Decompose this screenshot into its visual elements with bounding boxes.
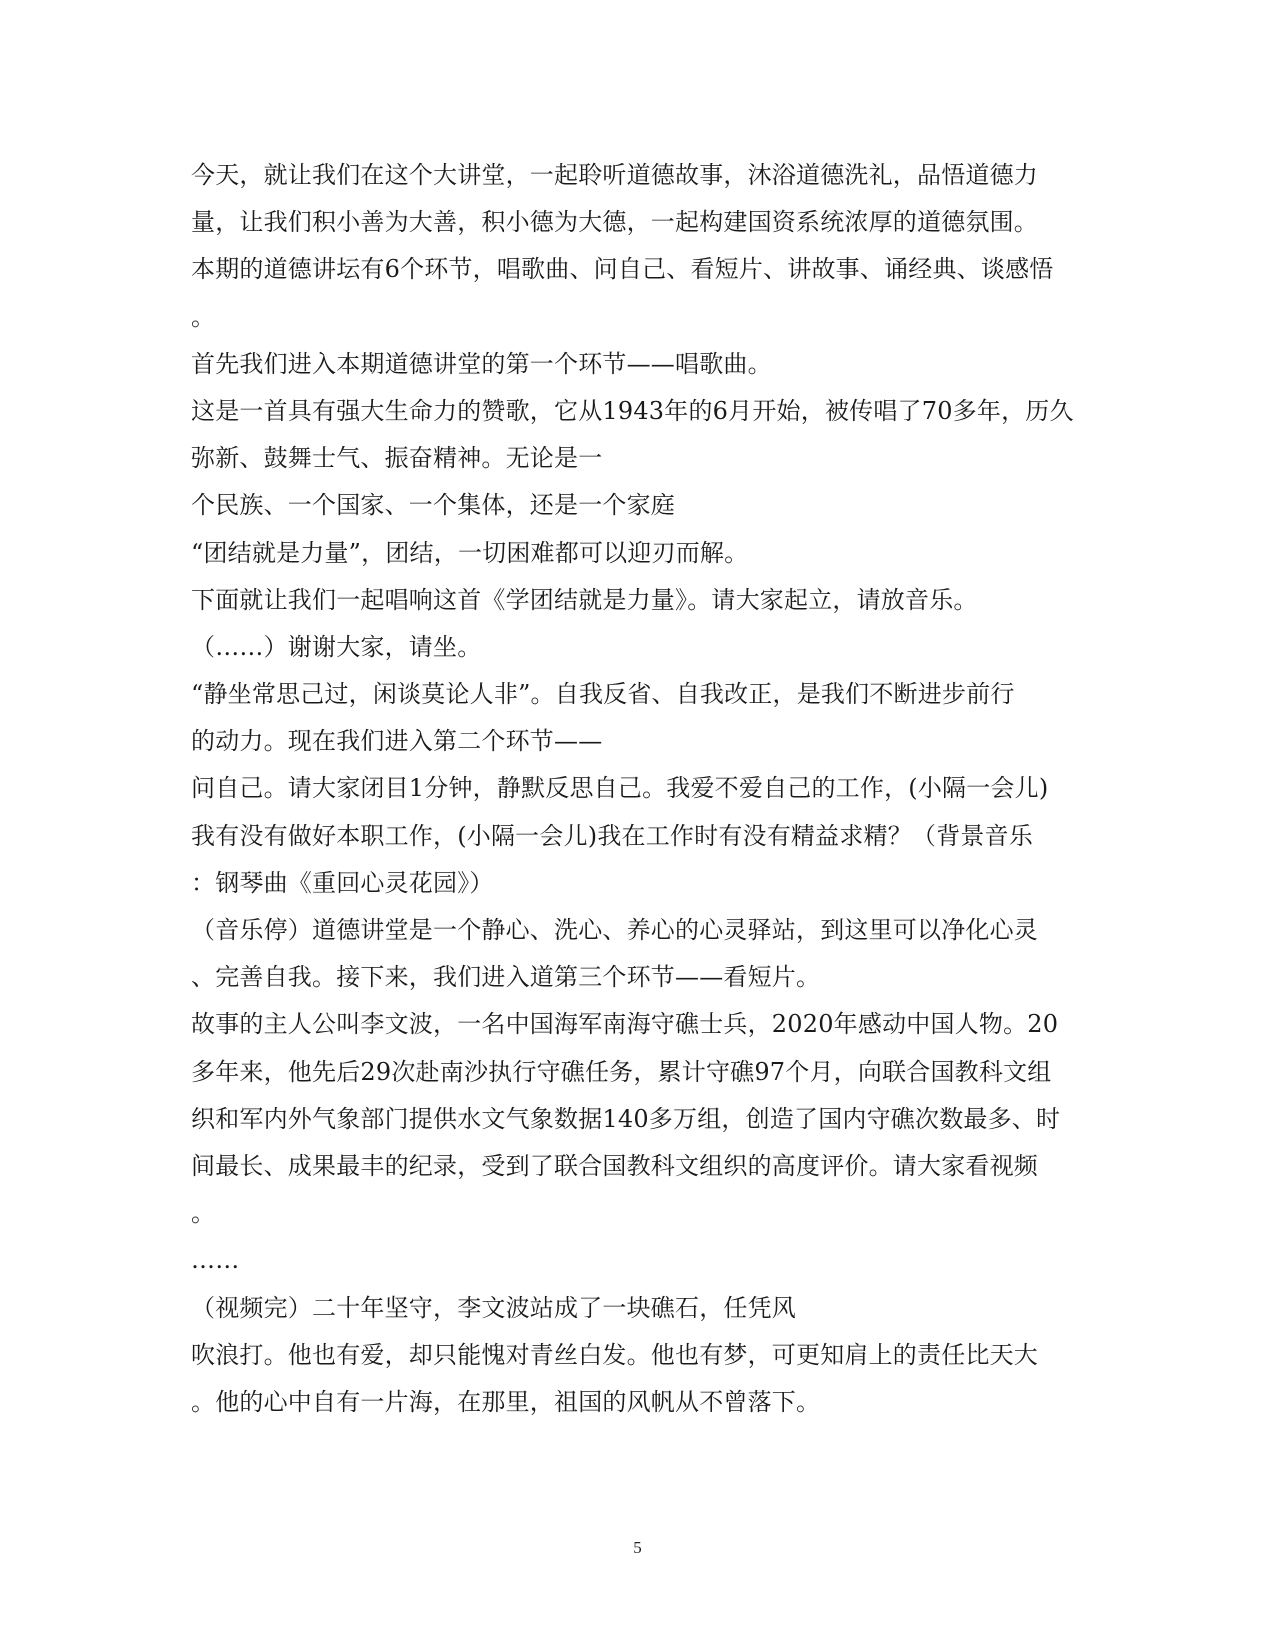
page-number: 5 — [633, 1538, 642, 1557]
text-line: 吹浪打。他也有爱，却只能愧对青丝白发。他也有梦，可更知肩上的责任比天大 — [191, 1340, 1038, 1369]
body-text — [191, 152, 1081, 1426]
text-line: 间最长、成果最丰的纪录，受到了联合国教科文组织的高度评价。请大家看视频 — [191, 1151, 1038, 1180]
text-line: 下面就让我们一起唱响这首《学团结就是力量》。请大家起立，请放音乐。 — [191, 585, 978, 614]
text-line: “静坐常思己过，闲谈莫论人非”。自我反省、自我改正，是我们不断进步前行 — [191, 680, 1015, 709]
text-line: 首先我们进入本期道德讲堂的第一个环节——唱歌曲。 — [191, 349, 772, 378]
text-line: 这是一首具有强大生命力的赞歌，它从1943年的6月开始，被传唱了70多年，历久 — [191, 396, 1074, 425]
text-line: 故事的主人公叫李文波，一名中国海军南海守礁士兵，2020年感动中国人物。20 — [191, 1010, 1059, 1039]
text-line: 织和军内外气象部门提供水文气象数据140多万组，创造了国内守礁次数最多、时 — [191, 1104, 1061, 1133]
text-line: 。他的心中自有一片海，在那里，祖国的风帆从不曾落下。 — [191, 1387, 821, 1416]
text-line: 。 — [191, 302, 216, 331]
text-line: 问自己。请大家闭目1分钟，静默反思自己。我爱不爱自己的工作，(小隔一会儿) — [191, 774, 1049, 803]
text-line: （音乐停）道德讲堂是一个静心、洗心、养心的心灵驿站，到这里可以净化心灵 — [191, 916, 1038, 944]
text-line: （视频完）二十年坚守，李文波站成了一块礁石，任凭风 — [191, 1293, 796, 1322]
text-line: “团结就是力量”，团结，一切困难都可以迎刃而解。 — [191, 538, 749, 567]
text-line: …… — [191, 1246, 240, 1275]
text-line: （……）谢谢大家，请坐。 — [191, 632, 482, 661]
text-line: 。 — [191, 1199, 216, 1228]
text-line: 、完善自我。接下来，我们进入道第三个环节——看短片。 — [191, 963, 821, 992]
text-line: 今天，就让我们在这个大讲堂，一起聆听道德故事，沐浴道德洗礼，品悟道德力 — [191, 161, 1038, 189]
text-line: 多年来，他先后29次赴南沙执行守礁任务，累计守礁97个月，向联合国教科文组 — [191, 1057, 1052, 1086]
text-line: 个民族、一个国家、一个集体，还是一个家庭 — [191, 491, 675, 520]
text-line: ：钢琴曲《重回心灵花园》） — [191, 868, 494, 897]
text-line: 的动力。现在我们进入第二个环节—— — [191, 727, 603, 756]
text-line: 我有没有做好本职工作，(小隔一会儿)我在工作时有没有精益求精？（背景音乐 — [191, 821, 1033, 850]
text-line: 量，让我们积小善为大善，积小德为大德，一起构建国资系统浓厚的道德氛围。 — [191, 208, 1038, 237]
text-line: 本期的道德讲坛有6个环节，唱歌曲、问自己、看短片、讲故事、诵经典、谈感悟 — [191, 255, 1054, 284]
text-line: 弥新、鼓舞士气、振奋精神。无论是一 — [191, 444, 603, 473]
